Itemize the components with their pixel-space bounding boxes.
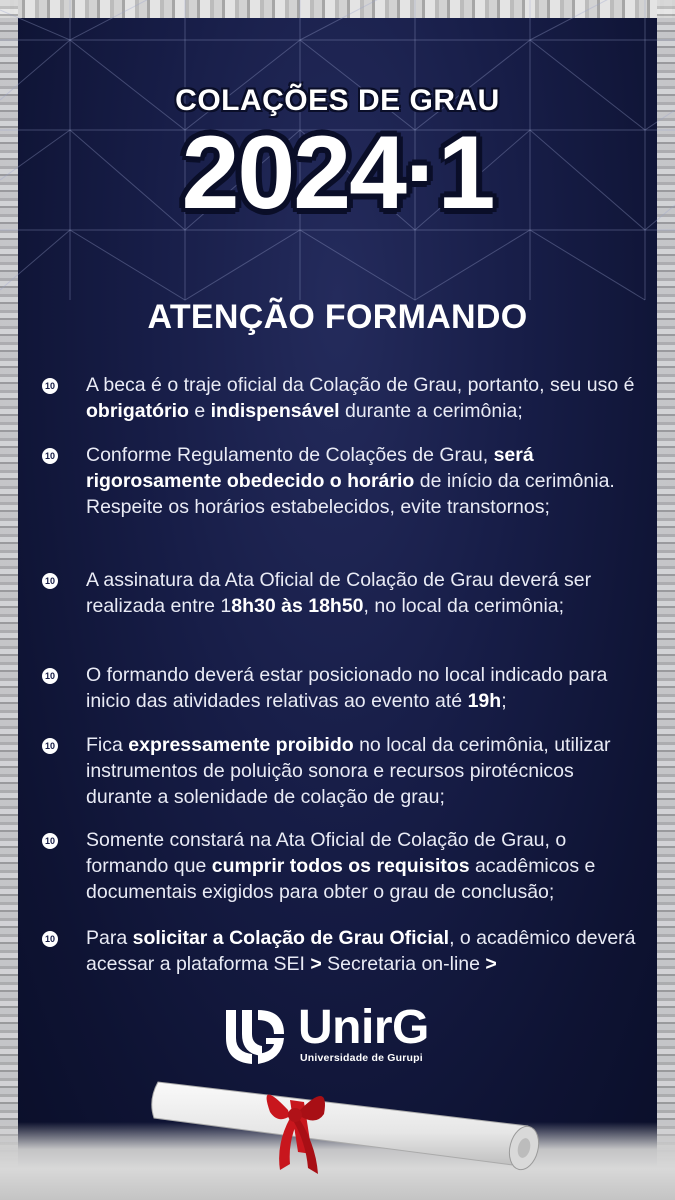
emphasis-text: 19h [467,690,502,712]
body-text: , o acadêmico deverá acessar a plataforma SEI [86,927,636,975]
body-text: Para [86,927,133,949]
item-text [86,567,642,619]
bullet-badge-icon: 10 [42,378,58,394]
body-text: ; [501,690,507,712]
emphasis-text: expressamente proibido [128,734,354,756]
item-text [86,442,642,520]
emphasis-text: solicitar a Colação de Grau Oficial [132,927,450,949]
bullet-badge-icon: 10 [42,448,58,464]
title-year: 2024·1 [181,115,494,231]
body-text: A assinatura da Ata Oficial de Colação de Grau deverá ser realizada entre 1 [86,569,592,617]
emphasis-text: cumprir todos os requisitos [211,855,470,877]
emphasis-text: será rigorosamente obedecido o horário [86,444,534,492]
logo-wordmark: UnirG [298,1001,429,1054]
body-text: acadêmicos e documentais exigidos para obter o grau de conclusão; [86,855,596,903]
item-text [86,732,642,810]
attention-heading: ATENÇÃO FORMANDO [147,298,528,336]
item-text [86,372,642,424]
bullet-badge-icon: 10 [42,573,58,589]
emphasis-text: obrigatório [86,400,189,422]
bullet-badge-icon: 10 [42,931,58,947]
title-top: COLAÇÕES DE GRAU [175,84,500,117]
body-text: de início da cerimônia. Respeite os horários estabelecidos, evite transtornos; [86,470,615,518]
emphasis-text: indispensável [210,400,340,422]
body-text: durante a cerimônia; [339,400,523,422]
body-text: O formando deverá estar posicionado no local indicado para inicio das atividades relativas ao evento até [86,664,608,712]
logo-tagline: Universidade de Gurupi [300,1052,423,1064]
body-text: A beca é o traje oficial da Colação de Grau, portanto, seu uso é [86,374,635,396]
body-text: Fica [86,734,129,756]
item-text [86,827,642,905]
item-text [86,662,642,714]
body-text: , no local da cerimônia; [363,595,565,617]
diploma-scroll-image [140,1070,550,1180]
item-text [86,925,642,977]
bullet-badge-icon: 10 [42,668,58,684]
emphasis-text: 8h30 às 18h50 [231,595,364,617]
body-text: Somente constará na Ata Oficial de Colação de Grau, o formando que [86,829,567,877]
unirg-mark-icon [222,1004,288,1066]
unirg-logo [222,1001,462,1070]
chevron-right-icon: > [310,953,322,975]
bullet-badge-icon: 10 [42,738,58,754]
body-text: Conforme Regulamento de Colações de Grau, [86,444,494,466]
body-text: Secretaria on-line [321,953,486,975]
body-text: no local da cerimônia, utilizar instrumentos de poluição sonora e recursos pirotécnicos durante a solenidade de colação de grau; [86,734,611,808]
bullet-badge-icon: 10 [42,833,58,849]
chevron-right-icon: > [485,953,497,975]
body-text: e [188,400,211,422]
